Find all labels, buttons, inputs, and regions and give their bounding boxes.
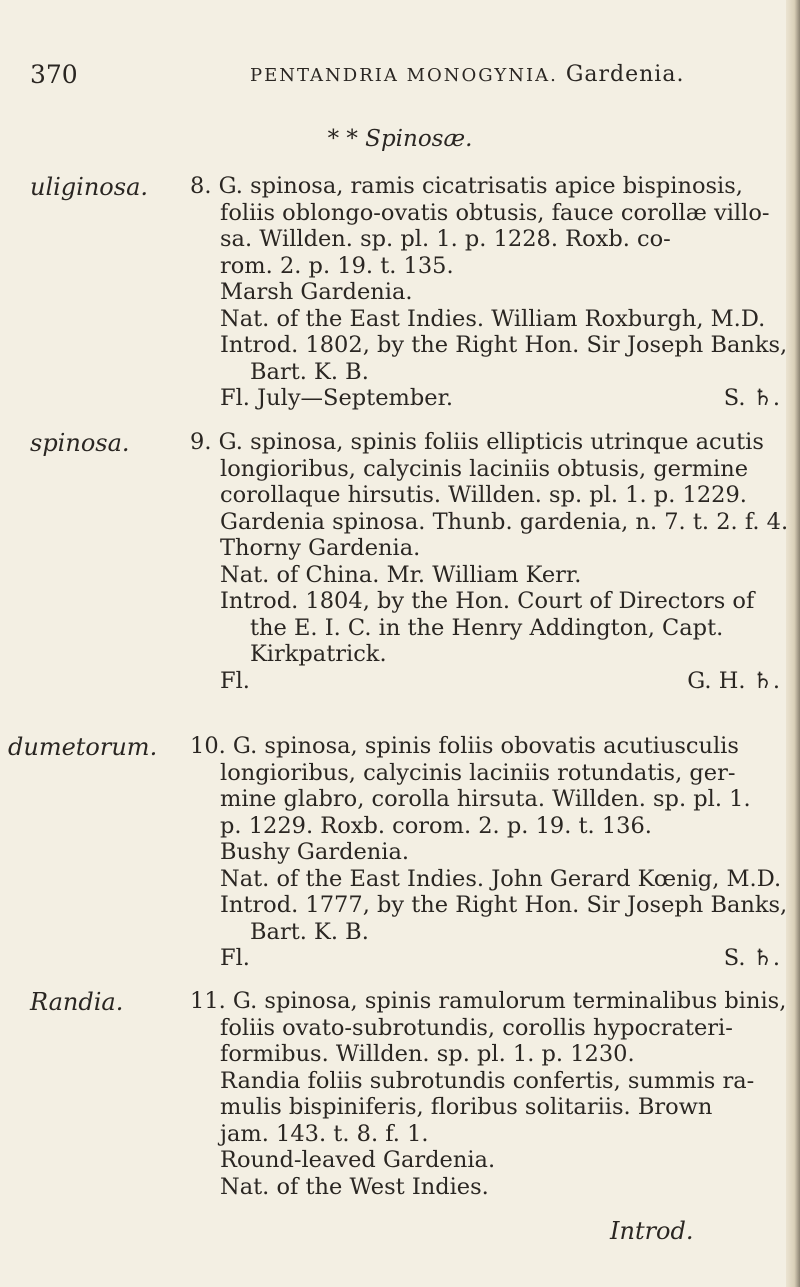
entry-text [190, 733, 788, 972]
page-header [0, 60, 800, 100]
common-name: Marsh Gardenia. [220, 279, 413, 305]
entry-line: p. 1229. Roxb. corom. 2. p. 19. t. 136. [220, 812, 652, 839]
entry-line: foliis ovato-subrotundis, corollis hypocrateri- [220, 1014, 733, 1041]
native-line: Nat. of China. Mr. William Kerr. [220, 561, 582, 588]
common-name: Thorny Gardenia. [220, 535, 421, 561]
native-line: Nat. of the East Indies. John Gerard Kœnig, M.D. [220, 865, 782, 892]
entry-line: longioribus, calycinis laciniis obtusis, germine [220, 455, 749, 482]
entry-line: jam. 143. t. 8. f. 1. [220, 1120, 429, 1147]
entry-line: longioribus, calycinis laciniis rotundatis, ger- [220, 759, 736, 786]
introduced-line: Introd. 1804, by the Hon. Court of Directors of [220, 588, 755, 614]
entry-line: 9. G. spinosa, spinis foliis ellipticis utrinque acutis [190, 429, 764, 455]
flowering-line [190, 385, 780, 412]
page-number: 370 [30, 60, 78, 89]
entry-line: Bart. K. B. [250, 358, 369, 385]
entry-line: mulis bispiniferis, floribus solitariis. Brown [220, 1094, 713, 1120]
margin-species-name: dumetorum. [8, 733, 158, 761]
habit-symbol: G. H. ♄. [687, 667, 780, 694]
flowering-line [190, 668, 780, 695]
margin-species-name: spinosa. [30, 429, 130, 457]
flowering-text: Fl. July—September. [220, 385, 454, 411]
entry-line: the E. I. C. in the Henry Addington, Capt. [250, 614, 724, 641]
margin-species-name: Randia. [30, 988, 124, 1016]
entry-line: 8. G. spinosa, ramis cicatrisatis apice bispinosis, [190, 173, 743, 199]
entry-line: Bart. K. B. [250, 918, 369, 945]
entry-line: Kirkpatrick. [250, 641, 387, 667]
synonym-line: Gardenia spinosa. Thunb. gardenia, n. 7. t. 2. f. 4. [220, 508, 789, 535]
common-name: Round-leaved Gardenia. [220, 1147, 496, 1173]
catchword: Introd. [610, 1217, 694, 1245]
flowering-text: Fl. [220, 945, 250, 971]
margin-species-name: uliginosa. [30, 173, 149, 201]
entry-line: rom. 2. p. 19. t. 135. [220, 252, 454, 279]
native-line: Nat. of the East Indies. William Roxburgh, M.D. [220, 305, 766, 332]
habit-symbol: S. ♄. [723, 945, 780, 971]
running-head [250, 62, 684, 87]
flowering-line [190, 945, 780, 972]
running-head-class: PENTANDRIA MONOGYNIA. [250, 65, 558, 86]
entry-line: corollaque hirsutis. Willden. sp. pl. 1. p. 1229. [220, 482, 747, 508]
common-name: Bushy Gardenia. [220, 839, 410, 865]
introduced-line: Introd. 1777, by the Right Hon. Sir Joseph Banks, [220, 892, 788, 918]
entry-line: 11. G. spinosa, spinis ramulorum terminalibus binis, [190, 988, 787, 1014]
page-edge [786, 0, 800, 1287]
section-title: * * Spinosæ. [327, 126, 473, 152]
entry-line: mine glabro, corolla hirsuta. Willden. sp. pl. 1. [220, 786, 751, 812]
entry-text [190, 173, 788, 412]
habit-symbol: S. ♄. [723, 385, 780, 411]
entry-line: 10. G. spinosa, spinis foliis obovatis acutiusculis [190, 733, 739, 759]
entry-text [190, 988, 787, 1200]
introduced-line: Introd. 1802, by the Right Hon. Sir Joseph Banks, [220, 332, 788, 358]
entry-line: formibus. Willden. sp. pl. 1. p. 1230. [220, 1041, 635, 1067]
native-line: Nat. of the West Indies. [220, 1173, 489, 1200]
entry-line: foliis oblongo-ovatis obtusis, fauce corollæ villo- [220, 199, 770, 226]
synonym-line: Randia foliis subrotundis confertis, summis ra- [220, 1067, 755, 1094]
entry-line: sa. Willden. sp. pl. 1. p. 1228. Roxb. co- [220, 226, 671, 252]
flowering-text: Fl. [220, 667, 250, 694]
running-head-genus: Gardenia. [565, 62, 685, 87]
entry-text [190, 429, 789, 694]
